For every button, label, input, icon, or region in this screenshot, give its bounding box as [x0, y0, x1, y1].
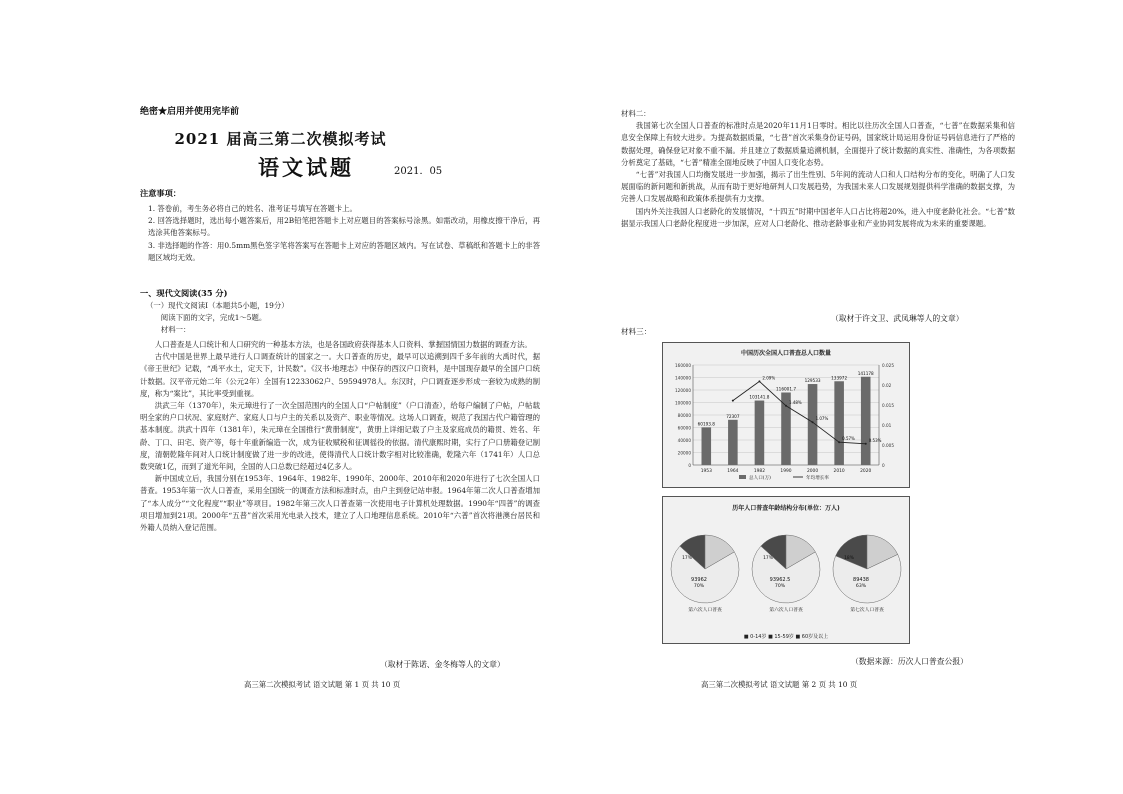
growth-rate-point: [865, 443, 867, 445]
y-tick-right: 0.01: [882, 423, 892, 428]
legend-label: 总人口(万): [749, 476, 771, 481]
y-tick-left: 100000: [675, 400, 691, 406]
y-tick-left: 160000: [675, 363, 691, 368]
x-tick-label: 1964: [727, 469, 739, 474]
growth-rate-point: [838, 441, 840, 443]
population-bar-chart-svg: [663, 343, 909, 487]
x-tick-label: 1953: [700, 469, 712, 474]
material1-label: 材料一：: [160, 325, 191, 335]
bar-value-label: 133972: [831, 375, 848, 381]
material2-body: [621, 108, 1015, 230]
bar-value-label: 60193.8: [697, 421, 715, 427]
pie-name: 第六次人口普查: [769, 608, 803, 613]
pie-percent-label: 70%: [774, 584, 786, 589]
bar: [861, 377, 871, 465]
growth-rate-label: 1.48%: [789, 399, 802, 405]
y-tick-right: 0.005: [882, 443, 894, 448]
bar-value-label: 116001.7: [776, 386, 796, 392]
pie-percent-label: 70%: [693, 584, 705, 589]
y-tick-right: 0.025: [882, 363, 894, 368]
growth-rate-label: 1.07%: [815, 416, 829, 422]
growth-rate-label: 0.53%: [868, 437, 882, 443]
secret-label: 绝密★启用并使用完毕前: [140, 107, 240, 117]
y-tick-left: 0: [688, 463, 691, 468]
material1-paragraph: 人口普查是人口统计和人口研究的一种基本方法，也是各国政府获得基本人口资料、掌握国情国力数据的调查方法。: [154, 340, 532, 349]
material3-label: 材料三：: [621, 327, 652, 336]
growth-rate-point: [812, 421, 814, 423]
data-source: （数据来源：历次人口普查公报）: [851, 657, 968, 666]
notice-item: 3. 非选择题的作答：用0.5mm黑色签字笔将答案写在答题卡上对应的答题区域内。写在试卷、草稿纸和答题卡上的非答题区域均无效。: [148, 240, 540, 262]
material1-paragraph: 古代中国是世界上最早进行人口调查统计的国家之一。大口普查的历史，最早可以追溯到四千多年前的大禹时代，据《帝王世纪》记载，“禹平水土，定天下，计民数”。《汉书·地理志》中保存的西汉户口资料，是中国现存最早的全国户口统计数据。汉平帝元始二年（公元2年）全国有12233062户、59594978人。东汉时，户口调查逐步形成一套较为成熟的制度，称为“案比”，其比率受到重视。: [140, 352, 540, 398]
chart-title: 中国历次全国人口普查总人口数量: [740, 350, 832, 357]
y-tick-right: 0.02: [882, 383, 892, 388]
notice-item: 1. 答卷前，考生务必将自己的姓名、准考证号填写在答题卡上。: [148, 204, 357, 213]
pie-value-label: 93962: [691, 577, 707, 583]
subject-title: 语文试题: [258, 155, 354, 180]
y-tick-left: 20000: [677, 450, 691, 456]
material1-body: [140, 339, 540, 534]
bar: [755, 401, 765, 465]
notice-heading: 注意事项：: [140, 188, 181, 198]
bar: [834, 381, 844, 465]
notice-list: [148, 203, 540, 264]
y-tick-right: 0.015: [882, 403, 894, 408]
growth-rate-line: [733, 381, 866, 443]
material2-paragraph: 国内外关注我国人口老龄化的发展情况，“十四五”时期中国老年人口占比将超20%，进入中度老龄化社会。“七普”数据显示我国人口老龄化程度进一步加深，应对人口老龄化、推动老龄事业和产业协同发展将成为未来的重要课题。: [621, 206, 1015, 228]
pie-chart-title: 历年人口普查年龄结构分布(单位：万人): [732, 505, 840, 512]
page-footer-2: 高三第二次模拟考试 语文试题 第 2 页 共 10 页: [701, 680, 858, 689]
pie-small-percent: 17%: [763, 556, 773, 561]
right-page: [561, 0, 1122, 794]
legend-swatch-bar: [739, 475, 746, 479]
bar-value-label: 141178: [857, 370, 874, 376]
page-footer-1: 高三第二次模拟考试 语文试题 第 1 页 共 10 页: [244, 680, 401, 689]
pie-small-percent: 18%: [844, 556, 854, 561]
growth-rate-point: [758, 380, 760, 382]
section-heading: 一、现代文阅读(35 分): [140, 288, 228, 298]
material1-paragraph: 洪武三年（1370年），朱元璋进行了一次全国范围内的全国人口“户帖制度”（户口清查），给每户编制了户帖，户帖载明全家的户口状况、家庭财产、家庭人口与户主的关系以及资产、职业等情况。这场人口调查，规范了我国古代户籍管理的基本制度。洪武十四年（1381年），朱元璋在全国推行“黄册制度”，黄册上详细记载了户主及家庭成员的籍贯、姓名、年龄、丁口、田宅、资产等，每十年重新编造一次，成为征收赋税和征调徭役的依据。清代康熙时期，实行了户口册籍登记制度，清朝乾隆年间对人口统计制度做了进一步的改进，使得清代人口统计数字相对比较准确，乾隆六年（1741年）人口总数突破1亿，而到了道光年间，全国的人口总数已经超过4亿多人。: [140, 401, 540, 472]
pie-percent-label: 63%: [855, 584, 867, 589]
age-structure-pie-svg: [663, 497, 909, 643]
pie-legend: ■ 0-14岁 ■ 15-59岁 ■ 60岁及以上: [743, 634, 829, 640]
pie-small-percent: 17%: [682, 556, 692, 561]
x-tick-label: 2000: [806, 469, 819, 474]
legend-label: 年均增长率: [806, 476, 829, 481]
subsection-heading: （一）现代文阅读Ⅰ（本题共5小题，19分）: [146, 301, 289, 310]
population-bar-chart: [662, 342, 910, 488]
x-tick-label: 1990: [780, 469, 792, 474]
bar: [702, 427, 712, 465]
y-tick-left: 40000: [677, 438, 691, 443]
pie-value-label: 93962.5: [769, 577, 791, 583]
material2-paragraph: 我国第七次全国人口普查的标准时点是2020年11月1日零时。相比以往历次全国人口普查，“七普”在数据采集和信息安全保障上有较大进步。为提高数据质量，“七普”首次采集身份证号码，国家统计局运用身份证号码信息进行了严格的数据处理，确保登记对象不重不漏。并且建立了数据质量追溯机制，全面提升了统计数据的真实性、准确性，为各项数据分析奠定了基础，“七普”精准全面地反映了中国人口变化态势。: [621, 121, 1015, 167]
bar: [728, 420, 738, 465]
bar-value-label: 103141.8: [749, 394, 770, 400]
bar-value-label: 72307: [726, 413, 740, 419]
material2-source: （取材于许文卫、武凤琳等人的文章）: [831, 314, 964, 323]
x-tick-label: 1982: [753, 469, 766, 474]
y-tick-left: 80000: [677, 413, 691, 418]
pie-name: 第六次人口普查: [688, 608, 722, 613]
material1-source: （取材于陈诺、金冬梅等人的文章）: [380, 660, 505, 669]
growth-rate-label: 2.09%: [762, 375, 776, 381]
pie-value-label: 89438: [853, 577, 869, 583]
y-tick-left: 60000: [677, 425, 691, 431]
material2-paragraph: “七普”对我国人口均衡发展进一步加强，揭示了出生性别、5年间的流动人口和人口结构分布的变化，明确了人口发展面临的新问题和新挑战，从而有助于更好地研判人口发展趋势，为我国未来人口发展规划提供科学准确的数据支撑，为完善人口发展战略和政策体系提供有力支撑。: [621, 170, 1015, 204]
bar-value-label: 129533: [804, 378, 821, 384]
y-tick-left: 120000: [675, 388, 691, 393]
material2-label: 材料二：: [621, 109, 651, 118]
growth-rate-label: 0.57%: [842, 436, 855, 442]
notice-item: 2. 回答选择题时，选出每小题答案后，用2B铅笔把答题卡上对应题目的答案标号涂黑。如需改动，用橡皮擦干净后，再选涂其他答案标号。: [148, 216, 540, 238]
subsection-block: [146, 300, 540, 337]
x-tick-label: 2020: [860, 469, 872, 474]
y-tick-left: 140000: [675, 375, 691, 381]
exam-date: 2021．05: [394, 166, 443, 177]
material1-paragraph: 新中国成立后，我国分别在1953年、1964年、1982年、1990年、2000年、2010年和2020年进行了七次全国人口普查。1953年第一次人口普查，采用全国统一的调查方法和标准时点，由户主到登记站申报。1964年第二次人口普查增加了“本人成分”“文化程度”“职业”等项目。1982年第三次人口普查第一次使用电子计算机处理数据。1990年“四普”的调查项目增加到21项。2000年“五普”首次采用光电录入技术，建立了人口地理信息系统。2010年“六普”首次将港澳台居民和外籍人员纳入登记范围。: [140, 474, 540, 533]
left-page: [0, 0, 561, 794]
age-structure-pie-charts: [662, 496, 910, 644]
exam-title: 2021 届高三第二次模拟考试: [174, 130, 387, 148]
pie-name: 第七次人口普查: [850, 608, 884, 613]
x-tick-label: 2010: [833, 469, 845, 474]
growth-rate-point: [732, 400, 734, 402]
y-tick-right: 0: [882, 463, 885, 468]
instruction: 阅读下面的文字，完成1～5题。: [160, 313, 267, 323]
growth-rate-point: [785, 405, 787, 407]
